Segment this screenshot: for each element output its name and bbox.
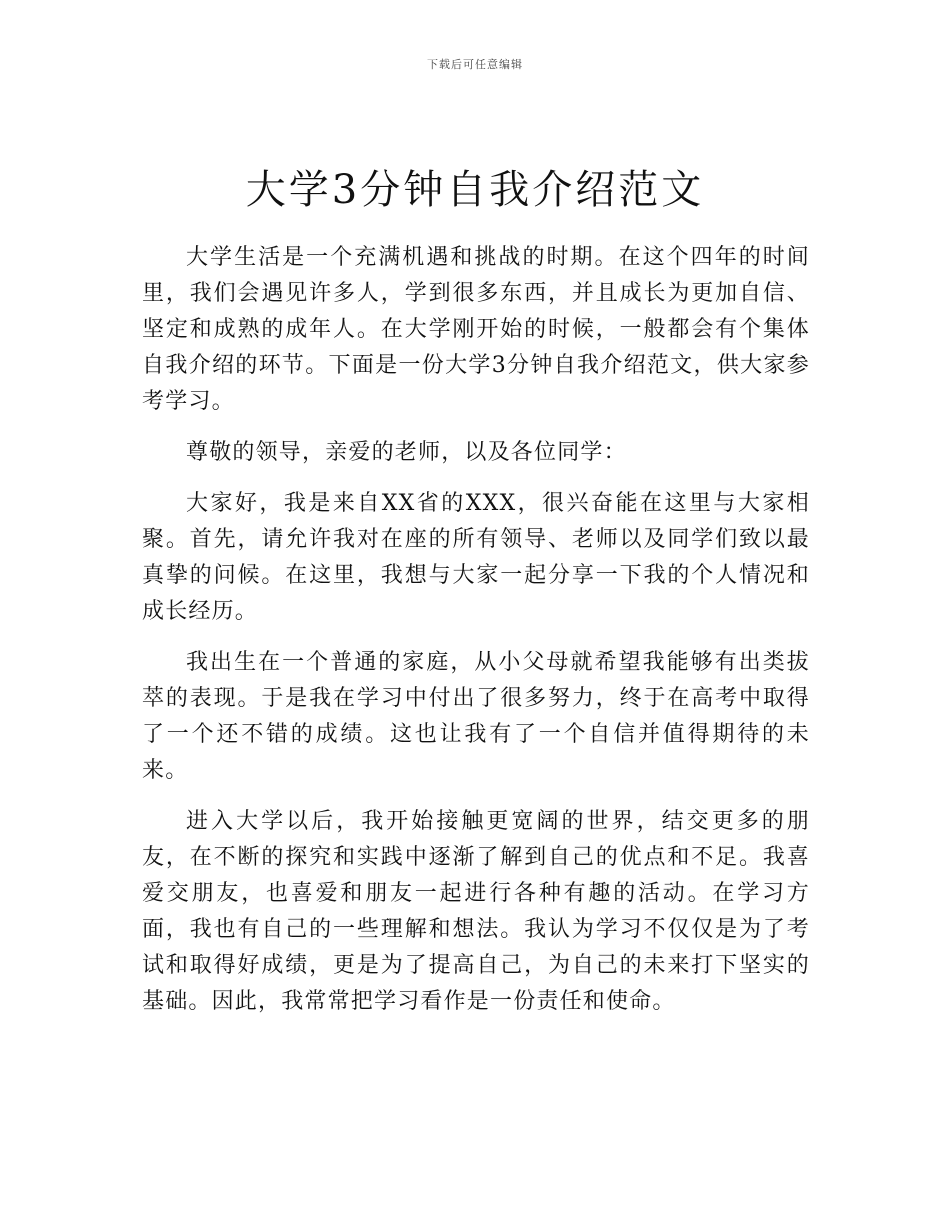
document-body (142, 240, 810, 1035)
paragraph-intro: 大学生活是一个充满机遇和挑战的时期。在这个四年的时间里，我们会遇见许多人，学到很多东西，并且成长为更加自信、坚定和成熟的成年人。在大学刚开始的时候，一般都会有个集体自我介绍的环节。下面是一份大学3分钟自我介绍范文，供大家参考学习。 (142, 245, 810, 414)
paragraph-salutation: 尊敬的领导，亲爱的老师，以及各位同学： (186, 440, 627, 465)
document-title: 大学3分钟自我介绍范文 (245, 167, 705, 213)
paragraph-university-life: 进入大学以后，我开始接触更宽阔的世界，结交更多的朋友，在不断的探究和实践中逐渐了解到自己的优点和不足。我喜爱交朋友，也喜爱和朋友一起进行各种有趣的活动。在学习方面，我也有自己的一些理解和想法。我认为学习不仅仅是为了考试和取得好成绩，更是为了提高自己，为自己的未来打下坚实的基础。因此，我常常把学习看作是一份责任和使命。 (142, 809, 810, 1014)
header-note: 下载后可任意编辑 (427, 58, 523, 71)
paragraph-background: 我出生在一个普通的家庭，从小父母就希望我能够有出类拔萃的表现。于是我在学习中付出了很多努力，终于在高考中取得了一个还不错的成绩。这也让我有了一个自信并值得期待的未来。 (142, 650, 810, 783)
paragraph-greeting: 大家好，我是来自XX省的XXX，很兴奋能在这里与大家相聚。首先，请允许我对在座的所有领导、老师以及同学们致以最真挚的问候。在这里，我想与大家一起分享一下我的个人情况和成长经历。 (142, 491, 810, 624)
